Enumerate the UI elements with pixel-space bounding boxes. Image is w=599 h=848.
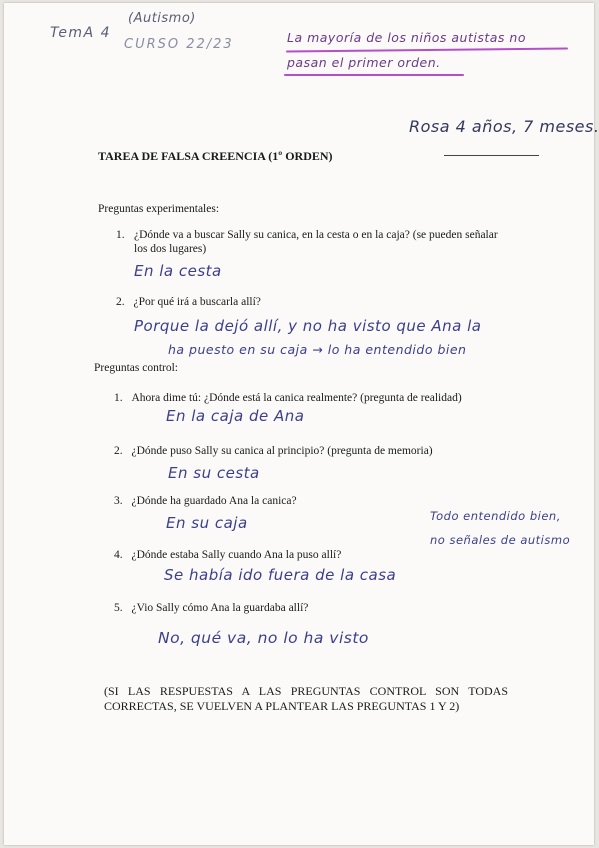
remark-underline-1	[286, 48, 568, 52]
ctrl-q5-answer: No, qué va, no lo ha visto	[158, 629, 369, 647]
side-note-line2: no señales de autismo	[430, 533, 571, 547]
ctrl-q2-number: 2.	[114, 445, 123, 457]
ctrl-q3-answer: En su caja	[166, 514, 248, 532]
ctrl-question-3	[114, 494, 297, 508]
tema-note: TemA 4	[50, 25, 112, 41]
ctrl-q4-text: ¿Dónde estaba Sally cuando Ana la puso allí?	[131, 549, 342, 561]
remark-line-1: La mayoría de los niños autistas no	[287, 30, 526, 45]
ctrl-q1-answer: En la caja de Ana	[166, 407, 305, 425]
exp-q2-answer-line2: ha puesto en su caja → lo ha entendido bien	[168, 342, 467, 357]
exp-question-2	[116, 295, 261, 309]
ctrl-q4-number: 4.	[114, 549, 123, 561]
footer-line-1: (SI LAS RESPUESTAS A LAS PREGUNTAS CONTROL SON TODAS	[104, 684, 508, 698]
control-heading: Preguntas control:	[94, 362, 178, 374]
ctrl-q3-number: 3.	[114, 495, 123, 507]
exp-q2-text: ¿Por qué irá a buscarla allí?	[133, 296, 261, 308]
exp-q2-answer-line1: Porque la dejó allí, y no ha visto que Ana la	[134, 317, 482, 335]
exp-q1-number: 1.	[116, 229, 125, 241]
ctrl-q1-text: Ahora dime tú: ¿Dónde está la canica realmente? (pregunta de realidad)	[131, 392, 462, 404]
ctrl-q1-number: 1.	[114, 392, 123, 404]
side-note-line1: Todo entendido bien,	[430, 509, 561, 523]
ctrl-question-2	[114, 444, 433, 458]
ctrl-q3-text: ¿Dónde ha guardado Ana la canica?	[131, 495, 297, 507]
footer-instruction	[104, 684, 508, 714]
remark-underline-2	[284, 74, 464, 76]
ctrl-question-1	[114, 391, 462, 405]
autismo-note: (Autismo)	[128, 11, 196, 26]
page-title: TAREA DE FALSA CREENCIA (1º ORDEN)	[98, 149, 333, 163]
curso-note: CURSO 22/23	[124, 37, 234, 52]
experimental-heading: Preguntas experimentales:	[98, 203, 220, 215]
exp-q1-answer: En la cesta	[134, 262, 222, 280]
ctrl-question-4	[114, 548, 341, 562]
ctrl-q2-text: ¿Dónde puso Sally su canica al principio? (pregunta de memoria)	[131, 445, 433, 457]
exp-question-1	[116, 228, 536, 256]
worksheet-page	[4, 3, 599, 845]
name-line	[444, 155, 539, 156]
ctrl-q4-answer: Se había ido fuera de la casa	[164, 566, 397, 584]
ctrl-q2-answer: En su cesta	[168, 464, 260, 482]
ctrl-q5-number: 5.	[114, 602, 123, 614]
remark-line-2: pasan el primer orden.	[287, 55, 441, 70]
exp-q2-number: 2.	[116, 296, 125, 308]
exp-q1-text-line2: los dos lugares)	[134, 243, 207, 255]
ctrl-q5-text: ¿Vio Sally cómo Ana la guardaba allí?	[131, 602, 309, 614]
footer-line-2: CORRECTAS, SE VUELVEN A PLANTEAR LAS PREGUNTAS 1 Y 2)	[104, 699, 460, 713]
exp-q1-text-line1: ¿Dónde va a buscar Sally su canica, en la cesta o en la caja? (se pueden señalar	[134, 229, 498, 241]
subject-note: Rosa 4 años, 7 meses.	[409, 117, 599, 136]
ctrl-question-5	[114, 601, 308, 615]
